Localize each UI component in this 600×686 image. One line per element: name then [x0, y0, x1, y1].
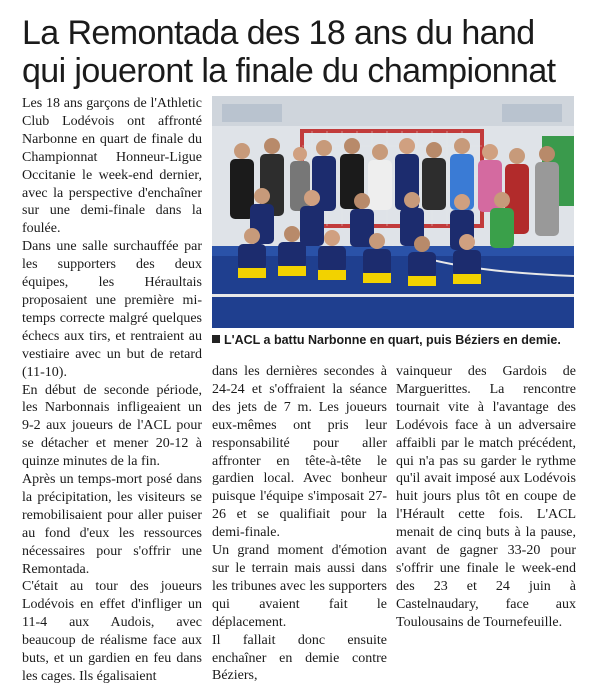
headline [22, 14, 592, 90]
paragraph: Il fallait donc ensuite enchaîner en demie contre Béziers, [212, 632, 387, 684]
caption-text: L'ACL a battu Narbonne en quart, puis Béziers en demie. [224, 333, 561, 347]
paragraph: C'était au tour des joueurs Lodévois en effet d'infliger un 11-4 aux Audois, avec beaucoup de réalisme face aux buts, et un gardien en feu dans les cages. Ils égalisaient [22, 579, 202, 684]
headline-line-1: La Remontada des 18 ans du hand [22, 14, 535, 52]
paragraph: dans les dernières secondes à 24-24 et s'offraient la séance des jets de 7 m. Les joueurs eux-mêmes ont pris leur responsabilité pour aller affronter en tête-à-tête le gardien local. Avec bonheur puisque l'équipe s'imposait 27-26 et se qualifiait pour la demi-finale. [212, 364, 387, 541]
article-column-3 [396, 363, 576, 632]
photo-caption [212, 332, 574, 348]
paragraph: Un grand moment d'émotion sur le terrain mais aussi dans les tribunes avec les supporters qui avaient fait le déplacement. [212, 543, 387, 630]
paragraph: En début de seconde période, les Narbonnais infligeaient un 9-2 aux joueurs de l'ACL pour se détacher et mener 20-12 à quinze minutes de la fin. [22, 382, 202, 470]
paragraph: Après un temps-mort posé dans la précipitation, les visiteurs se remobilisaient pour aller puiser au fond d'eux les ressources nécessaires pour s'offrir une Remontada. [22, 472, 202, 577]
paragraph: vainqueur des Gardois de Marguerittes. La rencontre tournait vite à l'avantage des Lodévois face à un adversaire affaibli par le match précédent, qui n'a pas su garder le rythme qu'il avait imposé aux Lodévois huit jours plus tôt en coupe de l'Hérault cette fois. L'ACL menait de cinq buts à la pause, avant de gagner 33-20 pour s'offrir une finale le week-end des 23 et 24 juin à Castelnaudary, face aux Toulousains de Tournefeuille. [396, 364, 576, 630]
article-column-2 [212, 363, 387, 685]
team-photo [212, 96, 574, 328]
paragraph: Les 18 ans garçons de l'Athletic Club Lodévois ont affronté Narbonne en quart de finale du Championnat Honneur-Ligue Occitanie le week-end dernier, avec la perspective d'enchaîner sur une demi-finale dans la foulée. [22, 96, 202, 237]
article-column-1 [22, 95, 202, 686]
headline-line-2: qui joueront la finale du championnat [22, 52, 556, 90]
team-photo-icon [212, 96, 574, 328]
caption-square-icon [212, 335, 220, 343]
paragraph: Dans une salle surchauffée par les supporters des deux équipes, les Héraultais proposaient une première mi-temps correcte malgré quelques échecs aux tirs, et rentraient au vestiaire avec un but de retard (11-10). [22, 239, 202, 380]
